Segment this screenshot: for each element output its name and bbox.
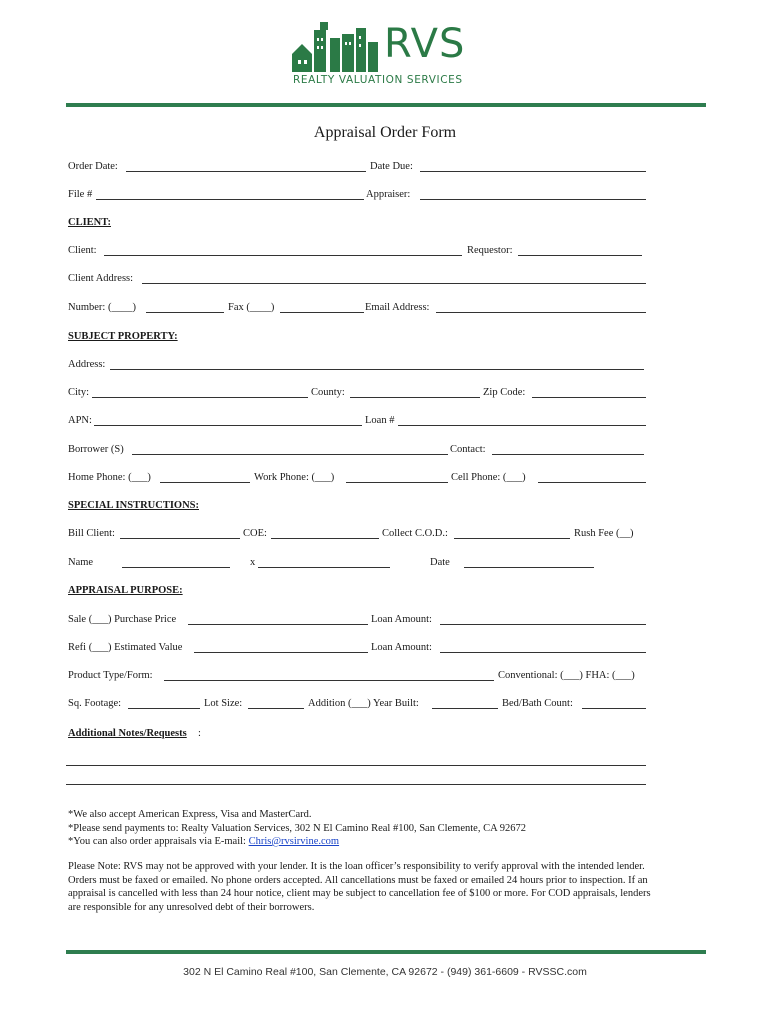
cell-phone-label: Cell Phone: (___) (451, 472, 526, 483)
notes-line-2[interactable] (66, 784, 646, 785)
notes-heading-row (68, 727, 648, 741)
lot-size-field[interactable] (248, 708, 304, 709)
purchase-price-field[interactable] (188, 624, 368, 625)
signature-row (68, 556, 648, 570)
borrower-label: Borrower (S) (68, 444, 124, 455)
address-label: Address: (68, 359, 106, 370)
coe-field[interactable] (271, 538, 379, 539)
email-label: Email Address: (365, 302, 430, 313)
signature-x-label: x (250, 557, 256, 568)
city-row (68, 386, 648, 400)
appraiser-field[interactable] (420, 199, 646, 200)
payment-notes (68, 808, 526, 849)
fax-label: Fax (____) (228, 302, 275, 313)
form-title: Appraisal Order Form (313, 124, 457, 141)
please-note-paragraph: Please Note: RVS may not be approved with your lender. It is the loan officer’s responsibility to verify approval with the intended lender. Orders must be faxed or emailed. No phone orders accepted. All cancellations must be faxed or emailed 24 hours prior to inspection. If an appraisal is cancelled with less than 24 hour notice, client may be subject to cancellation fee of $100 or more. For COD appraisals, lenders are responsible for any unresolved debt of their borrowers. (68, 861, 651, 913)
home-phone-label: Home Phone: (___) (68, 472, 151, 483)
phones-row (68, 471, 648, 485)
special-instructions-heading: SPECIAL INSTRUCTIONS: (68, 500, 199, 511)
number-field[interactable] (146, 312, 224, 313)
client-heading: CLIENT: (68, 217, 111, 228)
number-label: Number: (____) (68, 302, 136, 313)
footer-rule (66, 950, 706, 954)
client-field[interactable] (104, 255, 462, 256)
date-label: Date (430, 557, 450, 568)
loan-amount-label-1: Loan Amount: (371, 614, 432, 625)
work-phone-field[interactable] (346, 482, 448, 483)
payment-note-address: *Please send payments to: Realty Valuation Services, 302 N El Camino Real #100, San Clemente, CA 92672 (68, 822, 526, 834)
additional-notes-colon: : (198, 728, 201, 739)
file-number-field[interactable] (96, 199, 364, 200)
name-field[interactable] (122, 567, 230, 568)
lot-size-label: Lot Size: (204, 698, 243, 709)
refi-row (68, 641, 648, 655)
city-buildings-icon (292, 20, 382, 72)
conventional-fha-label: Conventional: (___) FHA: (___) (498, 670, 635, 681)
payment-note-cards: *We also accept American Express, Visa and MasterCard. (68, 809, 312, 820)
signature-field[interactable] (258, 567, 390, 568)
additional-notes-heading: Additional Notes/Requests (68, 728, 187, 739)
collect-cod-label: Collect C.O.D.: (382, 528, 448, 539)
loan-amount-field-2[interactable] (440, 652, 646, 653)
file-row (68, 188, 648, 202)
requestor-field[interactable] (518, 255, 642, 256)
notes-line-1[interactable] (66, 765, 646, 766)
sq-footage-field[interactable] (128, 708, 200, 709)
client-address-row (68, 272, 648, 286)
sale-row (68, 613, 648, 627)
apn-label: APN: (68, 415, 92, 426)
loan-amount-label-2: Loan Amount: (371, 642, 432, 653)
addition-year-built-label: Addition (___) Year Built: (308, 698, 419, 709)
appraisal-purpose-heading: APPRAISAL PURPOSE: (68, 585, 183, 596)
date-due-field[interactable] (420, 171, 646, 172)
subject-property-heading: SUBJECT PROPERTY: (68, 331, 178, 342)
email-field[interactable] (436, 312, 646, 313)
date-due-label: Date Due: (370, 161, 413, 172)
payment-note-email (68, 835, 526, 849)
client-address-field[interactable] (142, 283, 646, 284)
city-field[interactable] (92, 397, 308, 398)
loan-number-field[interactable] (398, 425, 646, 426)
coe-label: COE: (243, 528, 267, 539)
contact-field[interactable] (492, 454, 644, 455)
apn-field[interactable] (94, 425, 362, 426)
product-type-label: Product Type/Form: (68, 670, 153, 681)
header-rule (66, 103, 706, 107)
bed-bath-count-field[interactable] (582, 708, 646, 709)
bill-client-field[interactable] (120, 538, 240, 539)
bill-client-label: Bill Client: (68, 528, 115, 539)
sale-purchase-price-label: Sale (___) Purchase Price (68, 614, 177, 625)
requestor-label: Requestor: (467, 245, 513, 256)
city-label: City: (68, 387, 90, 398)
product-type-row (68, 669, 648, 683)
collect-cod-field[interactable] (454, 538, 570, 539)
date-field[interactable] (464, 567, 594, 568)
order-date-field[interactable] (126, 171, 366, 172)
zip-code-field[interactable] (532, 397, 646, 398)
borrower-field[interactable] (132, 454, 448, 455)
sq-footage-label: Sq. Footage: (68, 698, 122, 709)
contact-numbers-row (68, 301, 648, 315)
address-row (68, 358, 648, 372)
email-prefix: *You can also order appraisals via E-mail: (68, 836, 249, 847)
company-logo (292, 20, 482, 90)
file-number-label: File # (68, 189, 93, 200)
county-field[interactable] (350, 397, 480, 398)
footer-contact: 302 N El Camino Real #100, San Clemente, CA 92672 - (949) 361-6609 - RVSSC.com (183, 966, 587, 978)
client-label: Client: (68, 245, 97, 256)
email-link[interactable]: Chris@rvsirvine.com (248, 836, 340, 847)
estimated-value-field[interactable] (194, 652, 368, 653)
zip-code-label: Zip Code: (483, 387, 526, 398)
client-address-label: Client Address: (68, 273, 134, 284)
county-label: County: (311, 387, 345, 398)
work-phone-label: Work Phone: (___) (254, 472, 335, 483)
loan-amount-field-1[interactable] (440, 624, 646, 625)
refi-estimated-value-label: Refi (___) Estimated Value (68, 642, 183, 653)
appraiser-label: Appraiser: (366, 189, 411, 200)
bed-bath-count-label: Bed/Bath Count: (502, 698, 573, 709)
rush-fee-label: Rush Fee (__) (574, 528, 634, 539)
fax-field[interactable] (280, 312, 364, 313)
order-date-row (68, 160, 648, 174)
property-details-row (68, 697, 648, 711)
borrower-row (68, 443, 648, 457)
cell-phone-field[interactable] (538, 482, 646, 483)
name-label: Name (68, 557, 94, 568)
loan-number-label: Loan # (365, 415, 395, 426)
home-phone-field[interactable] (160, 482, 250, 483)
contact-label: Contact: (450, 444, 486, 455)
billing-row (68, 527, 648, 541)
year-built-field[interactable] (432, 708, 498, 709)
product-type-field[interactable] (164, 680, 494, 681)
logo-wordmark: RVS (384, 21, 466, 67)
client-row (68, 244, 648, 258)
order-date-label: Order Date: (68, 161, 118, 172)
apn-row (68, 414, 648, 428)
address-field[interactable] (110, 369, 644, 370)
logo-subtitle: REALTY VALUATION SERVICES (293, 74, 463, 86)
